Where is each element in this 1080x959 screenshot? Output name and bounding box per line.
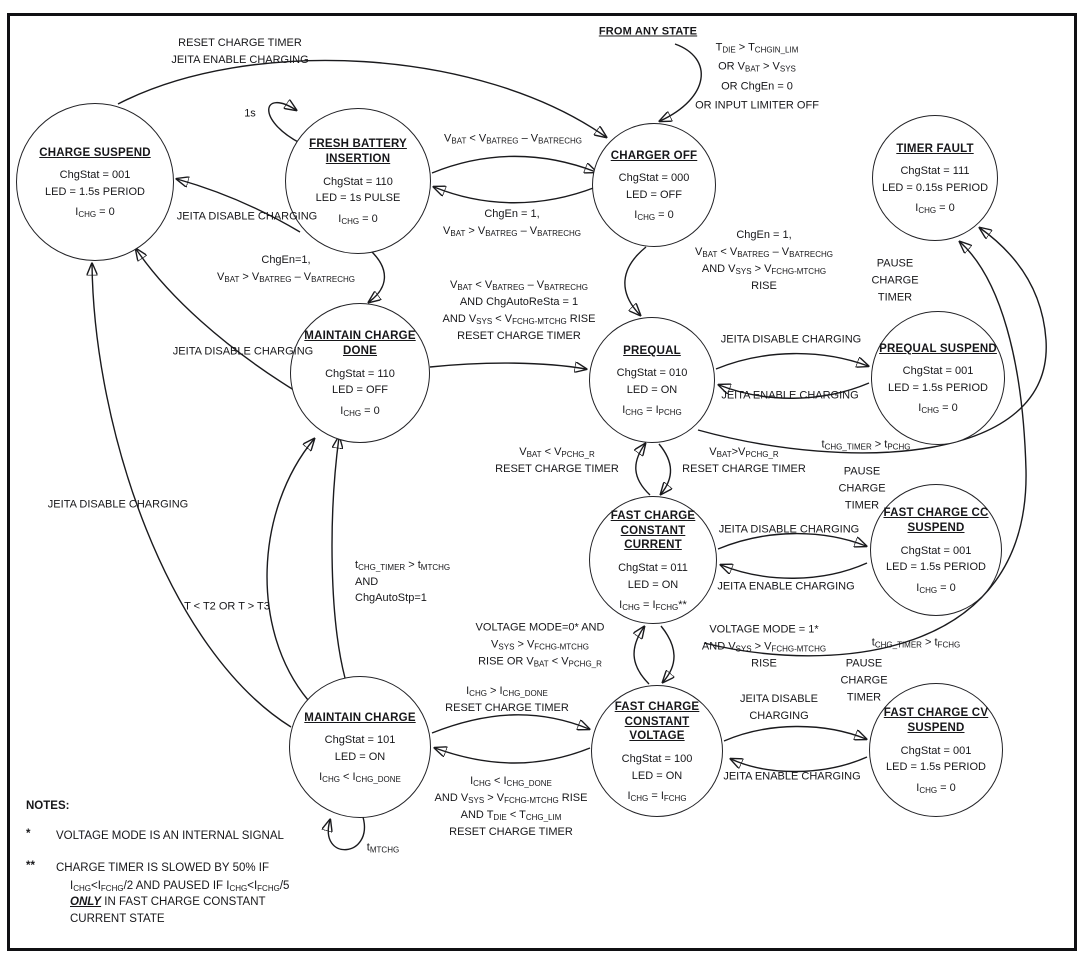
state-current: $I_{CHG} = 0$: [340, 404, 380, 418]
state-current: $I_{CHG} = 0$: [915, 202, 955, 216]
label-fcv-to-mc-condition: $I_{CHG} < I_{CHG\_DONE}$ AND $V_{SYS} > V_{FCHG-MTCHG}$ RISE AND $T_{DIE} < T_{CHG\_LIM}$ RESET CHARGE TIMER: [434, 774, 588, 839]
state-current: $I_{CHG} = I_{FCHG}**$: [619, 599, 687, 613]
label-ichg-gt-ichg-done: $I_{CHG} > I_{CHG\_DONE}$ RESET CHARGE TIMER: [445, 684, 569, 714]
state-fresh-battery-insertion: [285, 108, 431, 254]
label-chgen-vbat-above-recharge-2: ChgEn=1, $V_{BAT} > V_{BATREG} - V_{BATRECHG}$: [217, 253, 355, 284]
label-tchg-timer-gt-tfchg: $t_{CHG\_TIMER} > t_{FCHG}$: [871, 636, 961, 650]
arrow-cc-suspend-to-fcc: [721, 563, 867, 578]
state-status: ChgStat = 101 LED = ON: [324, 734, 396, 763]
state-current: $I_{CHG} = 0$: [75, 206, 115, 220]
state-current: $I_{CHG} = 0$: [916, 581, 956, 595]
state-status: ChgStat = 110 LED = 1s PULSE: [315, 175, 401, 205]
label-from-any-state-condition: $T_{DIE} > T_{CHGIN\_LIM}$ OR $V_{BAT} > V_{SYS}$ OR ChgEn = 0 OR INPUT LIMITER OFF: [695, 41, 819, 112]
arrow-prequal-to-fcc: [659, 444, 671, 494]
label-pause-charge-timer-3: PAUSE CHARGE TIMER: [840, 657, 888, 704]
label-jeita-disable-mc: JEITA DISABLE CHARGING: [47, 498, 189, 511]
state-title: FAST CHARGE CC SUSPEND: [883, 507, 989, 534]
label-jeita-disable-fcc: JEITA DISABLE CHARGING: [718, 523, 860, 536]
arrow-fcc-to-prequal: [636, 444, 650, 495]
label-voltage-mode-0: VOLTAGE MODE=0* AND $V_{SYS} > V_{FCHG-MTCHG}$ RISE OR $V_{BAT} < V_{PCHG\_R}$: [475, 621, 605, 669]
label-tchg-timer-gt-tpchg: $t_{CHG\_TIMER} > t_{PCHG}$: [821, 438, 911, 452]
label-from-any-state: FROM ANY STATE: [598, 25, 698, 38]
state-status: ChgStat = 111 LED = 0.15s PERIOD: [881, 165, 989, 194]
state-status: ChgStat = 010 LED = ON: [616, 367, 688, 396]
note-indented-lines: $I_{CHG}<I_{FCHG}/2$ AND PAUSED IF $I_{CHG}<I_{FCHG}/5$ ONLY IN FAST CHARGE CONSTANT CURRENT STATE: [70, 879, 290, 925]
arrow-fcv-to-cv-suspend: [724, 726, 866, 741]
label-tmtchg-loop: $t_{MTCHG}$: [366, 841, 400, 855]
label-auto-restart-condition: $V_{BAT} < V_{BATREG} - V_{BATRECHG}$ AND ChgAutoReSta = 1 AND $V_{SYS} < V_{FCHG-MTCHG}$ RISE RESET CHARGE TIMER: [442, 278, 596, 343]
label-jeita-disable-fcv: JEITA DISABLE CHARGING: [739, 692, 819, 722]
state-status: ChgStat = 001 LED = 1.5s PERIOD: [886, 744, 986, 774]
label-chgen-vbat-above-recharge: ChgEn = 1, $V_{BAT} > V_{BATREG} - V_{BATRECHG}$: [443, 207, 581, 238]
state-maintain-charge: [289, 676, 431, 818]
state-prequal: [589, 317, 715, 443]
state-timer-fault: [872, 115, 998, 241]
state-title: CHARGE SUSPEND: [39, 146, 151, 159]
state-title: CHARGER OFF: [610, 149, 698, 162]
label-pause-charge-timer-1: PAUSE CHARGE TIMER: [871, 257, 919, 304]
arrow-off-to-prequal: [625, 247, 646, 315]
state-title: MAINTAIN CHARGE: [304, 711, 416, 724]
state-current: $I_{CHG} = 0$: [918, 402, 958, 416]
state-title: PREQUAL: [623, 344, 681, 357]
state-title: PREQUAL SUSPEND: [879, 342, 997, 355]
label-tchg-timer-gt-tmtchg: $t_{CHG\_TIMER} > t_{MTCHG}$ AND ChgAutoStp=1: [355, 559, 451, 604]
arrow-prequal-to-prequal-suspend: [716, 354, 868, 369]
arrow-mcd-to-prequal: [430, 363, 586, 369]
note-text: [56, 860, 289, 928]
state-title: FRESH BATTERY INSERTION: [309, 138, 407, 165]
state-status: ChgStat = 011 LED = ON: [618, 562, 688, 591]
arrow-mc-to-fcv: [432, 715, 589, 733]
label-pause-charge-timer-2: PAUSE CHARGE TIMER: [838, 465, 886, 512]
note-mark: *: [26, 828, 31, 840]
notes-heading: NOTES:: [26, 800, 70, 812]
state-status: ChgStat = 110 LED = OFF: [325, 367, 395, 397]
state-status: ChgStat = 001 LED = 1.5s PERIOD: [45, 169, 145, 198]
note-mark: **: [26, 859, 35, 872]
state-maintain-charge-done: [290, 303, 430, 443]
label-vbat-below-recharge: $V_{BAT} < V_{BATREG} - V_{BATRECHG}$: [444, 132, 582, 146]
label-one-second: 1s: [244, 107, 256, 120]
arrow-fcv-to-fcc: [634, 627, 649, 684]
label-vbat-gt-vpchg: $V_{BAT}>V_{PCHG\_R}$ RESET CHARGE TIMER: [682, 445, 806, 475]
label-temperature-window: T < T2 OR T > T3: [184, 600, 270, 613]
label-jeita-enable-fcc: JEITA ENABLE CHARGING: [717, 580, 855, 593]
notes-section: [26, 800, 386, 942]
note-line: CHARGE TIMER IS SLOWED BY 50% IF: [56, 861, 270, 874]
state-title: TIMER FAULT: [896, 142, 974, 155]
arrow-mc-to-mcd-temp: [267, 439, 314, 700]
state-status: ChgStat = 001 LED = 1.5s PERIOD: [888, 365, 988, 394]
arrow-fresh-to-off: [432, 156, 596, 173]
arrow-fresh-to-mcd: [369, 252, 384, 302]
note-voltage-mode: [26, 828, 386, 846]
arrow-fcc-to-fcv: [661, 626, 674, 682]
label-jeita-disable-prequal: JEITA DISABLE CHARGING: [720, 333, 862, 346]
state-fast-charge-cv-suspend: [869, 683, 1003, 817]
state-current: $I_{CHG} = I_{PCHG}$: [622, 404, 682, 418]
state-prequal-suspend: [871, 311, 1005, 445]
note-charge-timer: [26, 860, 386, 928]
state-current: $I_{CHG} = 0$: [338, 212, 378, 226]
state-current: $I_{CHG} = 0$: [916, 781, 956, 795]
note-text: VOLTAGE MODE IS AN INTERNAL SIGNAL: [56, 830, 284, 842]
state-status: ChgStat = 001 LED = 1.5s PERIOD: [886, 544, 986, 574]
state-fast-charge-constant-current: [589, 496, 717, 624]
label-jeita-enable-prequal: JEITA ENABLE CHARGING: [721, 389, 859, 402]
state-status: ChgStat = 100 LED = ON: [621, 753, 693, 782]
arrow-fresh-self-loop: [269, 103, 300, 143]
state-fast-charge-cc-suspend: [870, 484, 1002, 616]
label-reset-charge-timer-top: RESET CHARGE TIMER JEITA ENABLE CHARGING: [171, 36, 309, 66]
state-current: $I_{CHG} = 0$: [634, 209, 674, 223]
label-voltage-mode-1: VOLTAGE MODE = 1* AND $V_{SYS} > V_{FCHG-MTCHG}$ RISE: [701, 623, 827, 670]
arrow-fcv-to-mc: [435, 748, 590, 763]
label-off-to-prequal-condition: ChgEn = 1, $V_{BAT} < V_{BATREG} - V_{BATRECHG}$ AND $V_{SYS} > V_{FCHG-MTCHG}$ RISE: [695, 228, 833, 293]
state-title: FAST CHARGE CV SUSPEND: [883, 707, 989, 734]
state-title: MAINTAIN CHARGE DONE: [304, 330, 416, 357]
label-jeita-enable-fcv: JEITA ENABLE CHARGING: [723, 770, 861, 783]
state-title: FAST CHARGE CONSTANT VOLTAGE: [614, 700, 700, 743]
state-current: $I_{CHG} < I_{CHG\_DONE}$: [319, 771, 401, 785]
state-current: $I_{CHG} = I_{FCHG}$: [627, 790, 687, 804]
label-jeita-disable-fresh: JEITA DISABLE CHARGING: [176, 210, 318, 223]
arrow-mc-to-mcd-timer: [332, 437, 345, 678]
arrow-off-to-fresh: [434, 187, 596, 203]
state-title: FAST CHARGE CONSTANT CURRENT: [610, 509, 696, 552]
state-fast-charge-constant-voltage: [591, 685, 723, 817]
state-status: ChgStat = 000 LED = OFF: [618, 172, 690, 201]
label-jeita-disable-mcd: JEITA DISABLE CHARGING: [172, 345, 314, 358]
state-charge-suspend: [16, 103, 174, 261]
label-vbat-lt-vpchg: $V_{BAT} < V_{PCHG\_R}$ RESET CHARGE TIMER: [495, 445, 619, 475]
